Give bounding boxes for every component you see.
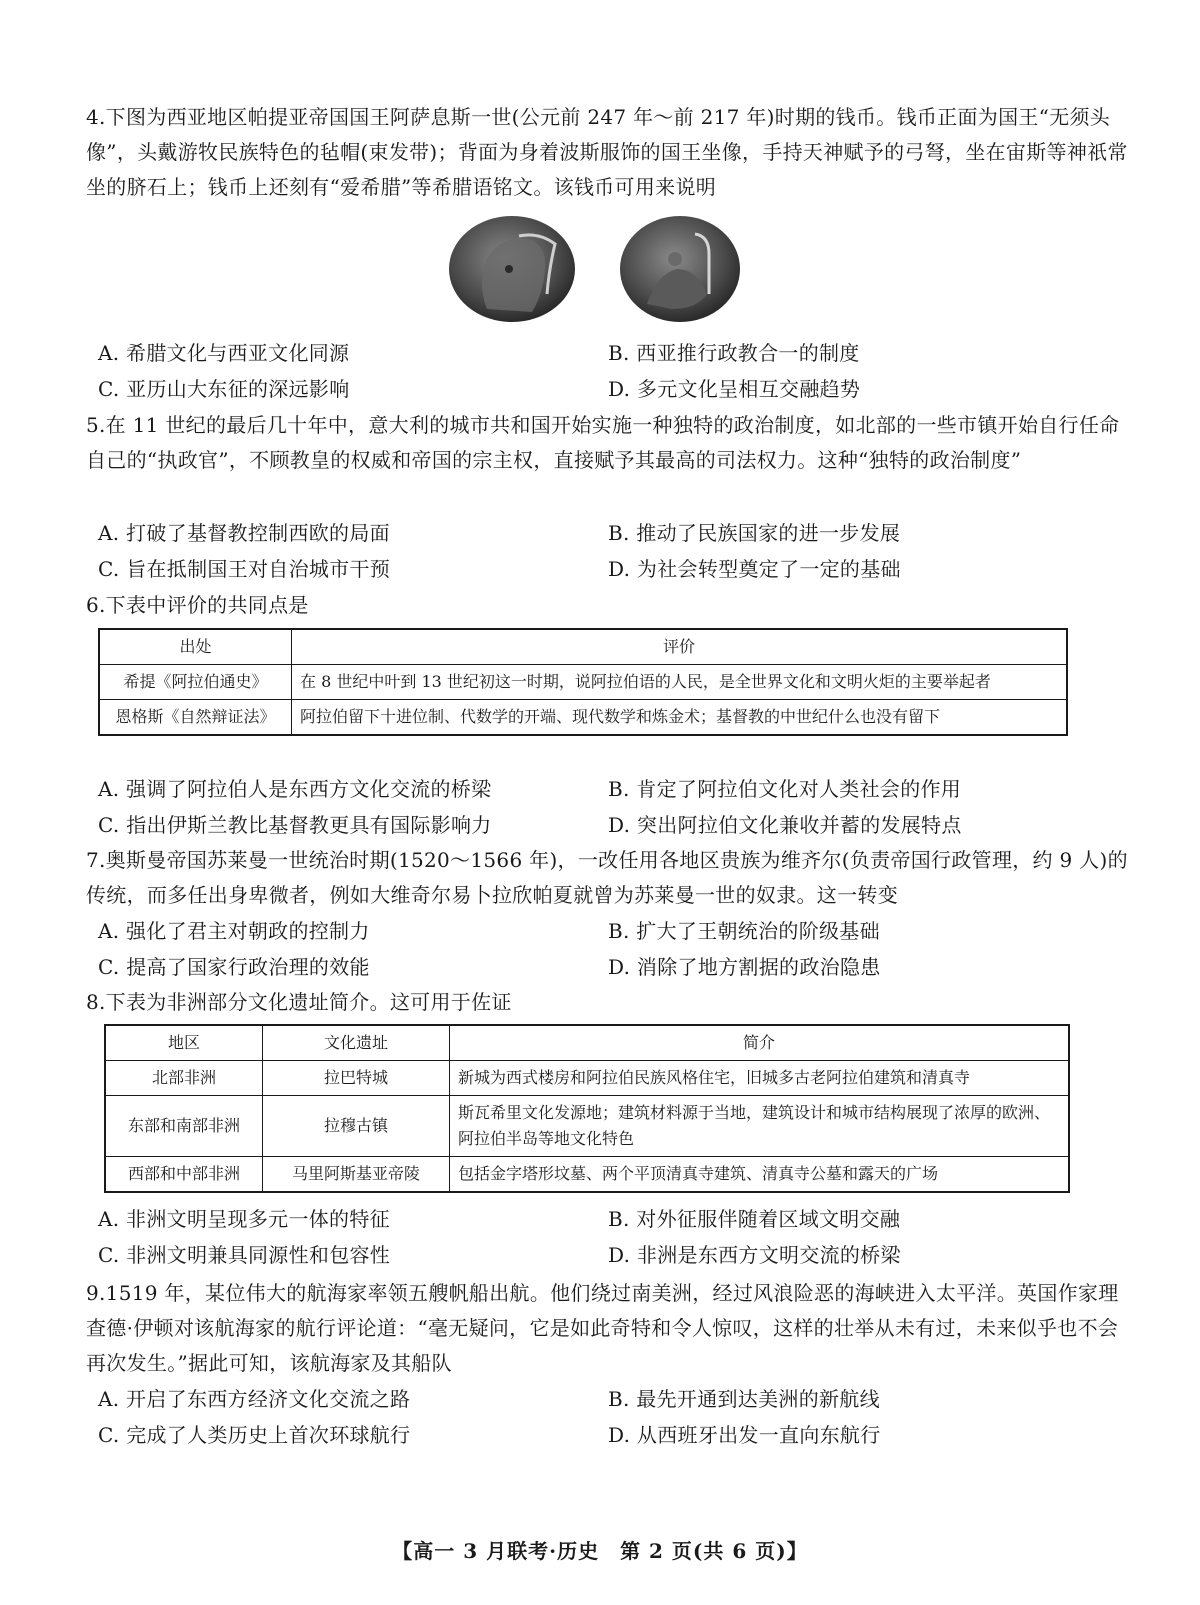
- q4-option-a[interactable]: A. 希腊文化与西亚文化同源: [98, 341, 350, 365]
- question-9-stem: 9.1519 年，某位伟大的航海家率领五艘帆船出航。他们绕过南美洲，经过风浪险恶的海峡进入太平洋。英国作家理查德·伊顿对该航海家的航行评论道：“毫无疑问，它是如此奇特和令人惊叹，这样的壮举从未有过，未来似乎也不会再次发生。”据此可知，该航海家及其船队: [86, 1281, 1119, 1375]
- question-5-options: [86, 516, 1131, 586]
- page-footer: 【高一 3 月联考·历史 第 2 页(共 6 页)】: [392, 1539, 808, 1563]
- q8-row2-intro: 斯瓦希里文化发源地；建筑材料源于当地，建筑设计和城市结构展现了浓厚的欧洲、阿拉伯半岛等地文化特色: [450, 1096, 1070, 1157]
- question-4: [86, 100, 1131, 205]
- coin-images: [447, 214, 747, 324]
- coin-reverse-icon: [620, 216, 740, 322]
- q6-header-source: 出处: [99, 629, 292, 665]
- q8-header-site: 文化遗址: [263, 1025, 450, 1061]
- question-7: [86, 843, 1131, 913]
- q6-row1-source: 希提《阿拉伯通史》: [99, 665, 292, 700]
- q9-option-c[interactable]: C. 完成了人类历史上首次环球航行: [98, 1423, 411, 1447]
- q4-option-b[interactable]: B. 西亚推行政教合一的制度: [608, 341, 860, 365]
- q8-option-c[interactable]: C. 非洲文明兼具同源性和包容性: [98, 1243, 391, 1267]
- q8-row1-site: 拉巴特城: [263, 1061, 450, 1096]
- q8-row1-intro: 新城为西式楼房和阿拉伯民族风格住宅，旧城多古老阿拉伯建筑和清真寺: [450, 1061, 1070, 1096]
- q9-option-d[interactable]: D. 从西班牙出发一直向东航行: [608, 1423, 881, 1447]
- q7-option-a[interactable]: A. 强化了君主对朝政的控制力: [98, 919, 370, 943]
- q5-option-d[interactable]: D. 为社会转型奠定了一定的基础: [608, 557, 901, 581]
- q6-option-d[interactable]: D. 突出阿拉伯文化兼收并蓄的发展特点: [608, 813, 962, 837]
- question-5-stem: 5.在 11 世纪的最后几十年中，意大利的城市共和国开始实施一种独特的政治制度，如北部的一些市镇开始自行任命自己的“执政官”，不顾教皇的权威和帝国的宗主权，直接赋予其最高的司法权力。这种“独特的政治制度”: [86, 413, 1120, 472]
- q5-option-a[interactable]: A. 打破了基督教控制西欧的局面: [98, 521, 390, 545]
- q8-option-d[interactable]: D. 非洲是东西方文明交流的桥梁: [608, 1243, 901, 1267]
- question-6-options: [86, 772, 1131, 842]
- q4-option-d[interactable]: D. 多元文化呈相互交融趋势: [608, 377, 861, 401]
- q5-option-c[interactable]: C. 旨在抵制国王对自治城市干预: [98, 557, 391, 581]
- parthian-coin-figure: [447, 214, 747, 324]
- q4-option-c[interactable]: C. 亚历山大东征的深远影响: [98, 377, 350, 401]
- q8-row3-region: 西部和中部非洲: [105, 1157, 263, 1193]
- q6-table: [98, 628, 1068, 736]
- question-5: [86, 408, 1131, 478]
- q8-option-a[interactable]: A. 非洲文明呈现多元一体的特征: [98, 1207, 390, 1231]
- q6-header-evaluation: 评价: [292, 629, 1068, 665]
- q6-option-b[interactable]: B. 肯定了阿拉伯文化对人类社会的作用: [608, 777, 962, 801]
- question-9-options: [86, 1382, 1131, 1452]
- question-9: [86, 1276, 1131, 1381]
- q9-option-b[interactable]: B. 最先开通到达美洲的新航线: [608, 1387, 880, 1411]
- q9-option-a[interactable]: A. 开启了东西方经济文化交流之路: [98, 1387, 411, 1411]
- question-4-stem: 4.下图为西亚地区帕提亚帝国国王阿萨息斯一世(公元前 247 年～前 217 年)时期的钱币。钱币正面为国王“无须头像”，头戴游牧民族特色的毡帽(束发带)；背面为身着波斯服饰的国王坐像，手持天神赋予的弓弩，坐在宙斯等神祇常坐的脐石上；钱币上还刻有“爱希腊”等希腊语铭文。该钱币可用来说明: [86, 105, 1128, 199]
- q8-row2-site: 拉穆古镇: [263, 1096, 450, 1157]
- q8-table: [104, 1024, 1070, 1193]
- q7-option-c[interactable]: C. 提高了国家行政治理的效能: [98, 955, 370, 979]
- q8-option-b[interactable]: B. 对外征服伴随着区域文明交融: [608, 1207, 901, 1231]
- question-6: [86, 588, 1131, 623]
- q8-row2-region: 东部和南部非洲: [105, 1096, 263, 1157]
- q8-row1-region: 北部非洲: [105, 1061, 263, 1096]
- coin-obverse-icon: [449, 216, 575, 322]
- q8-header-region: 地区: [105, 1025, 263, 1061]
- q8-header-intro: 简介: [450, 1025, 1070, 1061]
- q6-option-a[interactable]: A. 强调了阿拉伯人是东西方文化交流的桥梁: [98, 777, 492, 801]
- q6-row1-evaluation: 在 8 世纪中叶到 13 世纪初这一时期，说阿拉伯语的人民，是全世界文化和文明火炬的主要举起者: [292, 665, 1068, 700]
- q6-row2-evaluation: 阿拉伯留下十进位制、代数学的开端、现代数学和炼金术；基督教的中世纪什么也没有留下: [292, 700, 1068, 736]
- q5-option-b[interactable]: B. 推动了民族国家的进一步发展: [608, 521, 901, 545]
- q8-row3-intro: 包括金字塔形坟墓、两个平顶清真寺建筑、清真寺公墓和露天的广场: [450, 1157, 1070, 1193]
- q7-option-b[interactable]: B. 扩大了王朝统治的阶级基础: [608, 919, 880, 943]
- question-4-options: [86, 336, 1131, 406]
- question-8: [86, 985, 1131, 1020]
- question-6-stem: 6.下表中评价的共同点是: [86, 593, 309, 617]
- question-7-stem: 7.奥斯曼帝国苏莱曼一世统治时期(1520～1566 年)，一改任用各地区贵族为维齐尔(负责帝国行政管理，约 9 人)的传统，而多任出身卑微者，例如大维奇尔易卜拉欣帕夏就曾为苏莱曼一世的奴隶。这一转变: [86, 848, 1128, 907]
- question-8-stem: 8.下表为非洲部分文化遗址简介。这可用于佐证: [86, 990, 512, 1014]
- q8-row3-site: 马里阿斯基亚帝陵: [263, 1157, 450, 1193]
- q6-row2-source: 恩格斯《自然辩证法》: [99, 700, 292, 736]
- question-8-options: [86, 1202, 1131, 1272]
- q6-option-c[interactable]: C. 指出伊斯兰教比基督教更具有国际影响力: [98, 813, 492, 837]
- q7-option-d[interactable]: D. 消除了地方割据的政治隐患: [608, 955, 881, 979]
- question-7-options: [86, 914, 1131, 984]
